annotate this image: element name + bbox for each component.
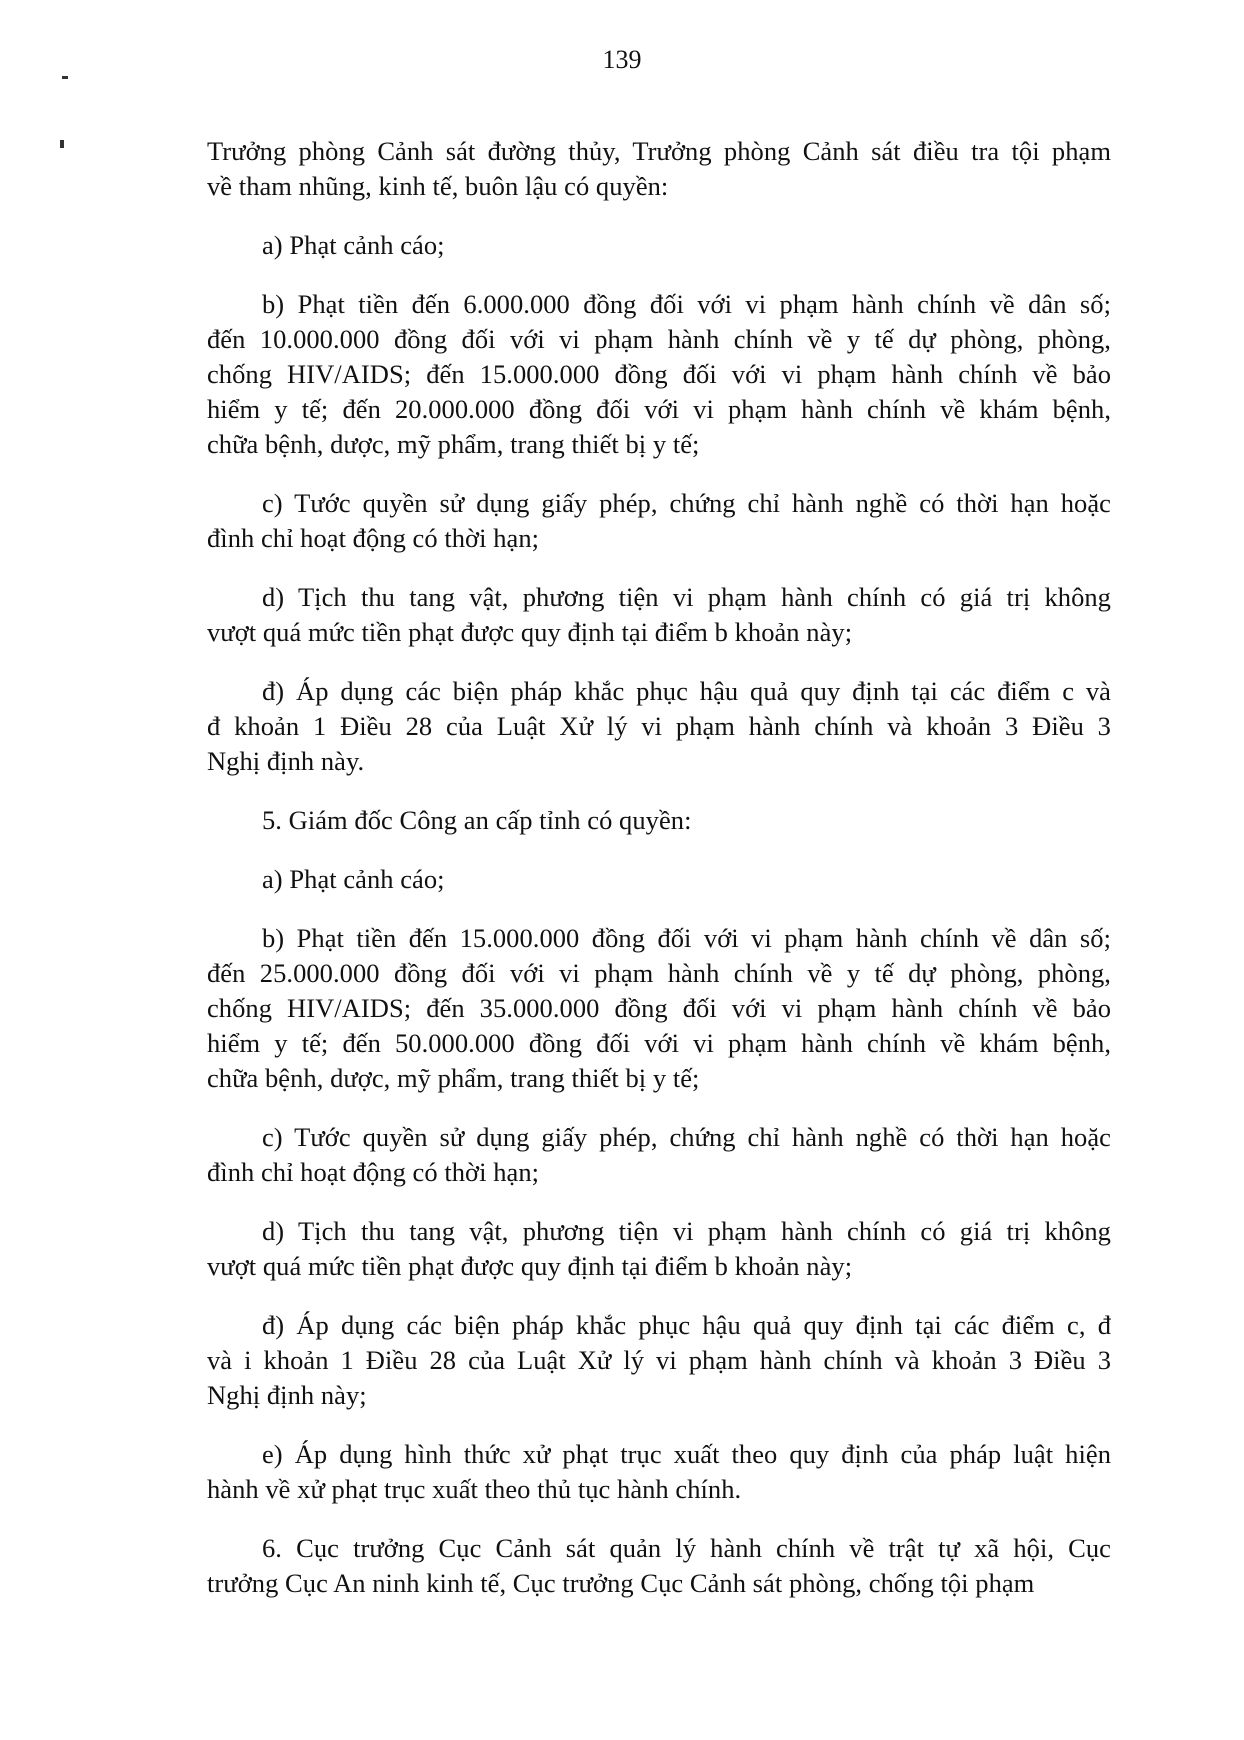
text-line: Trưởng phòng Cảnh sát đường thủy, Trưởng phòng Cảnh sát điều tra tội phạm bbox=[207, 136, 1111, 166]
text-line: đ) Áp dụng các biện pháp khắc phục hậu quả quy định tại các điểm c, đ bbox=[262, 1310, 1111, 1340]
paragraph bbox=[207, 1120, 1111, 1190]
text-line: đến 10.000.000 đồng đối với vi phạm hành chính về y tế dự phòng, phòng, bbox=[207, 324, 1111, 354]
text-line: chữa bệnh, dược, mỹ phẩm, trang thiết bị y tế; bbox=[207, 429, 700, 459]
text-line: đến 25.000.000 đồng đối với vi phạm hành chính về y tế dự phòng, phòng, bbox=[207, 958, 1111, 988]
text-line: Nghị định này; bbox=[207, 1380, 367, 1410]
text-line: chống HIV/AIDS; đến 15.000.000 đồng đối với vi phạm hành chính về bảo bbox=[207, 359, 1111, 389]
scan-speck bbox=[60, 140, 64, 148]
paragraph bbox=[207, 134, 1111, 204]
text-line: đ) Áp dụng các biện pháp khắc phục hậu quả quy định tại các điểm c và bbox=[262, 676, 1111, 706]
text-line: vượt quá mức tiền phạt được quy định tại điểm b khoản này; bbox=[207, 617, 853, 647]
text-line: đình chỉ hoạt động có thời hạn; bbox=[207, 1157, 540, 1187]
text-line: Nghị định này. bbox=[207, 746, 365, 776]
paragraph bbox=[207, 1437, 1111, 1507]
text-line: b) Phạt tiền đến 15.000.000 đồng đối với vi phạm hành chính về dân số; bbox=[262, 923, 1111, 953]
text-line: hiểm y tế; đến 50.000.000 đồng đối với vi phạm hành chính về khám bệnh, bbox=[207, 1028, 1111, 1058]
text-line: trưởng Cục An ninh kinh tế, Cục trưởng Cục Cảnh sát phòng, chống tội phạm bbox=[207, 1568, 1035, 1598]
paragraph bbox=[207, 803, 1111, 838]
text-line: và i khoản 1 Điều 28 của Luật Xử lý vi phạm hành chính và khoản 3 Điều 3 bbox=[207, 1345, 1111, 1375]
text-line: đ khoản 1 Điều 28 của Luật Xử lý vi phạm hành chính và khoản 3 Điều 3 bbox=[207, 711, 1111, 741]
text-line: c) Tước quyền sử dụng giấy phép, chứng chỉ hành nghề có thời hạn hoặc bbox=[262, 1122, 1111, 1152]
paragraph bbox=[207, 1531, 1111, 1601]
paragraph bbox=[207, 862, 1111, 897]
scan-speck bbox=[62, 76, 68, 79]
document-body bbox=[207, 134, 1111, 1625]
paragraph bbox=[207, 287, 1111, 462]
text-line: hiểm y tế; đến 20.000.000 đồng đối với vi phạm hành chính về khám bệnh, bbox=[207, 394, 1111, 424]
paragraph bbox=[207, 486, 1111, 556]
text-line: e) Áp dụng hình thức xử phạt trục xuất theo quy định của pháp luật hiện bbox=[262, 1439, 1111, 1469]
text-line: đình chỉ hoạt động có thời hạn; bbox=[207, 523, 540, 553]
text-line: 6. Cục trưởng Cục Cảnh sát quản lý hành chính về trật tự xã hội, Cục bbox=[262, 1533, 1111, 1563]
text-line: c) Tước quyền sử dụng giấy phép, chứng chỉ hành nghề có thời hạn hoặc bbox=[262, 488, 1111, 518]
paragraph bbox=[207, 674, 1111, 779]
page-number: 139 bbox=[602, 45, 642, 74]
text-line: b) Phạt tiền đến 6.000.000 đồng đối với vi phạm hành chính về dân số; bbox=[262, 289, 1111, 319]
text-line: chống HIV/AIDS; đến 35.000.000 đồng đối với vi phạm hành chính về bảo bbox=[207, 993, 1111, 1023]
text-line: d) Tịch thu tang vật, phương tiện vi phạm hành chính có giá trị không bbox=[262, 1216, 1111, 1246]
paragraph bbox=[207, 921, 1111, 1096]
text-line: hành về xử phạt trục xuất theo thủ tục hành chính. bbox=[207, 1474, 742, 1504]
text-line: a) Phạt cảnh cáo; bbox=[262, 230, 445, 260]
text-line: 5. Giám đốc Công an cấp tỉnh có quyền: bbox=[262, 805, 692, 835]
text-line: chữa bệnh, dược, mỹ phẩm, trang thiết bị y tế; bbox=[207, 1063, 700, 1093]
text-line: a) Phạt cảnh cáo; bbox=[262, 864, 445, 894]
paragraph bbox=[207, 1308, 1111, 1413]
text-line: về tham nhũng, kinh tế, buôn lậu có quyền: bbox=[207, 171, 669, 201]
paragraph bbox=[207, 228, 1111, 263]
text-line: d) Tịch thu tang vật, phương tiện vi phạm hành chính có giá trị không bbox=[262, 582, 1111, 612]
paragraph bbox=[207, 1214, 1111, 1284]
text-line: vượt quá mức tiền phạt được quy định tại điểm b khoản này; bbox=[207, 1251, 853, 1281]
paragraph bbox=[207, 580, 1111, 650]
